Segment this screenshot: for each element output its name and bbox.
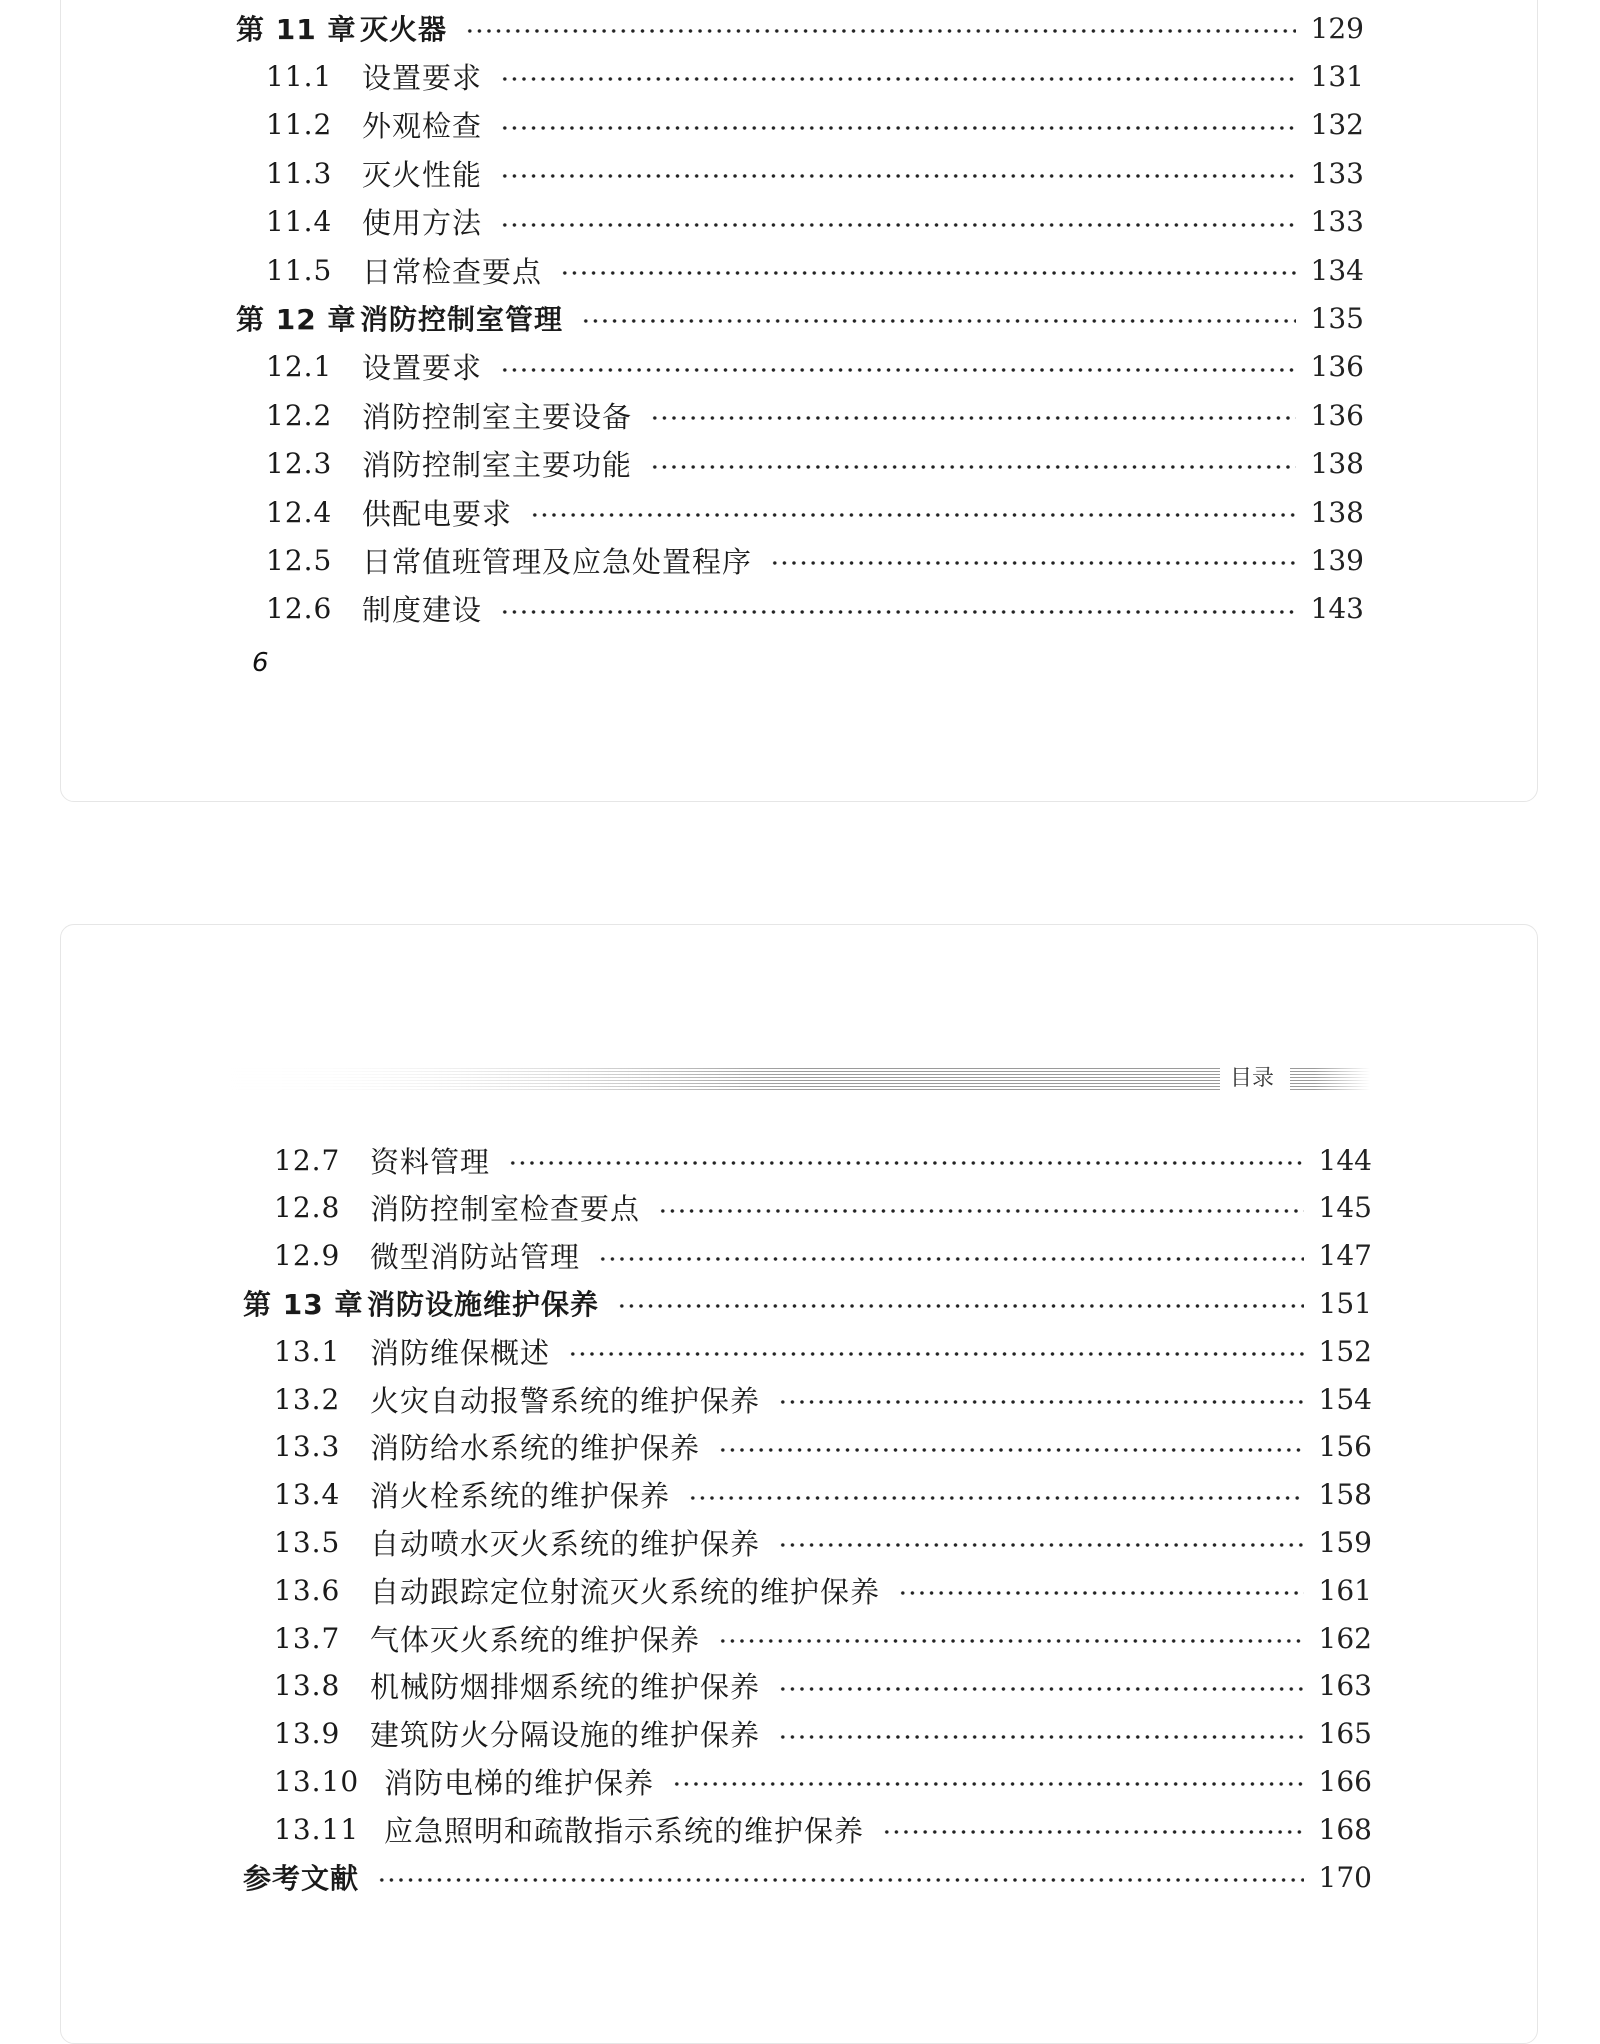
- dot-leader: [898, 1590, 1304, 1596]
- toc-chapter-entry[interactable]: [236, 8, 1364, 48]
- toc-section-entry[interactable]: [274, 1188, 1372, 1228]
- dot-leader: [500, 173, 1296, 179]
- toc-entry-page: 161: [1318, 1573, 1372, 1607]
- toc-entry-title: 制度建设: [362, 593, 483, 628]
- dot-leader: [672, 1781, 1304, 1787]
- toc-entry-title: 使用方法: [362, 206, 483, 241]
- dot-leader: [778, 1734, 1304, 1740]
- toc-entry-number: 11.2: [266, 108, 333, 142]
- dot-leader: [778, 1542, 1304, 1548]
- toc-entry-number: 11.3: [266, 156, 333, 190]
- toc-entry-title: 消防控制室管理: [360, 303, 564, 337]
- toc-entry-number: 13.1: [274, 1334, 341, 1368]
- dot-leader: [598, 1256, 1304, 1262]
- toc-entry-number: 第 11 章: [236, 13, 357, 46]
- toc-entry-page: 138: [1310, 447, 1364, 481]
- toc-entry-page: 163: [1318, 1669, 1372, 1703]
- toc-entry-page: 135: [1310, 301, 1364, 335]
- toc-section-entry[interactable]: [274, 1714, 1372, 1754]
- dot-leader: [377, 1877, 1304, 1883]
- toc-entry-title: 机械防烟排烟系统的维护保养: [370, 1670, 761, 1705]
- toc-entry-number: 12.2: [266, 398, 333, 432]
- toc-entry-number: 12.7: [274, 1143, 341, 1177]
- toc-entry-page: 166: [1318, 1764, 1372, 1798]
- toc-section-entry[interactable]: [274, 1761, 1372, 1801]
- dot-leader: [500, 222, 1296, 228]
- toc-entry-page: 144: [1318, 1143, 1372, 1177]
- dot-leader: [581, 318, 1296, 324]
- toc-entry-page: 136: [1310, 350, 1364, 384]
- dot-leader: [500, 609, 1296, 615]
- dot-leader: [617, 1303, 1304, 1309]
- toc-entry-page: 132: [1310, 108, 1364, 142]
- dot-leader: [500, 125, 1296, 131]
- toc-entry-page: 170: [1318, 1860, 1372, 1894]
- toc-entry-number: 13.8: [274, 1669, 341, 1703]
- toc-entry-title: 资料管理: [370, 1144, 491, 1179]
- toc-section-entry[interactable]: [266, 395, 1364, 435]
- toc-entry-title: 自动跟踪定位射流灭火系统的维护保养: [370, 1574, 881, 1609]
- toc-entry-number: 12.5: [266, 543, 333, 577]
- toc-section-entry[interactable]: [266, 589, 1364, 629]
- dot-leader: [718, 1447, 1304, 1453]
- toc-entry-number: 第 12 章: [236, 303, 357, 337]
- toc-section-entry[interactable]: [266, 444, 1364, 484]
- toc-section-entry[interactable]: [274, 1427, 1372, 1467]
- toc-entry-page: 165: [1318, 1717, 1372, 1751]
- toc-section-entry[interactable]: [266, 250, 1364, 290]
- toc-entry-page: 136: [1310, 398, 1364, 432]
- toc-entry-page: 168: [1318, 1812, 1372, 1846]
- toc-entry-title: 消防控制室主要设备: [362, 399, 633, 434]
- dot-leader: [530, 512, 1296, 518]
- toc-entry-page: 133: [1310, 205, 1364, 239]
- toc-entry-page: 131: [1310, 59, 1364, 93]
- running-header: [190, 1064, 1370, 1094]
- toc-entry-title: 消防控制室主要功能: [362, 448, 633, 483]
- toc-entry-title: 微型消防站管理: [370, 1240, 581, 1275]
- dot-leader: [882, 1829, 1304, 1835]
- page-number: 6: [252, 648, 269, 678]
- toc-entry-page: 158: [1318, 1478, 1372, 1512]
- dot-leader: [508, 1160, 1304, 1166]
- toc-entry-title: 参考文献: [243, 1862, 360, 1895]
- toc-section-entry[interactable]: [274, 1570, 1372, 1610]
- toc-entry-number: 11.1: [266, 59, 333, 93]
- toc-entry-page: 152: [1318, 1334, 1372, 1368]
- toc-section-entry[interactable]: [274, 1379, 1372, 1419]
- toc-entry-title: 消防控制室检查要点: [370, 1192, 641, 1227]
- toc-entry-number: 13.7: [274, 1621, 341, 1655]
- toc-entry-title: 设置要求: [362, 60, 483, 95]
- toc-section-entry[interactable]: [266, 492, 1364, 532]
- toc-entry-page: 134: [1310, 253, 1364, 287]
- toc-entry-number: 13.9: [274, 1717, 341, 1751]
- dot-leader: [770, 560, 1296, 566]
- toc-entry-number: 12.8: [274, 1191, 341, 1225]
- toc-entry-number: 12.9: [274, 1239, 341, 1273]
- toc-entry-title: 日常值班管理及应急处置程序: [362, 544, 753, 579]
- running-header-label: 目录: [1230, 1066, 1275, 1091]
- dot-leader: [778, 1686, 1304, 1692]
- toc-section-entry[interactable]: [274, 1236, 1372, 1276]
- toc-entry-title: 火灾自动报警系统的维护保养: [370, 1383, 761, 1418]
- toc-section-entry[interactable]: [266, 56, 1364, 96]
- toc-entry-title: 灭火器: [360, 13, 448, 46]
- toc-entry-title: 自动喷水灭火系统的维护保养: [370, 1526, 761, 1561]
- toc-entry-page: 162: [1318, 1621, 1372, 1655]
- toc-entry-page: 159: [1318, 1525, 1372, 1559]
- toc-entry-title: 设置要求: [362, 351, 483, 386]
- toc-entry-page: 147: [1318, 1239, 1372, 1273]
- toc-entry-page: 151: [1318, 1286, 1372, 1320]
- toc-entry-title: 消防电梯的维护保养: [384, 1765, 655, 1800]
- toc-entry-page: 138: [1310, 495, 1364, 529]
- toc-section-entry[interactable]: [274, 1475, 1372, 1515]
- toc-entry-page: 129: [1310, 11, 1364, 45]
- toc-entry-number: 13.6: [274, 1573, 341, 1607]
- toc-entry-title: 灭火性能: [362, 157, 483, 192]
- toc-entry-page: 156: [1318, 1430, 1372, 1464]
- toc-entry-number: 13.3: [274, 1430, 341, 1464]
- dot-leader: [500, 76, 1296, 82]
- toc-entry-number: 13.5: [274, 1525, 341, 1559]
- dot-leader: [688, 1495, 1304, 1501]
- toc-entry-title: 气体灭火系统的维护保养: [370, 1622, 701, 1657]
- header-rule-left: [190, 1068, 1220, 1090]
- toc-entry-number: 13.2: [274, 1382, 341, 1416]
- dot-leader: [650, 415, 1296, 421]
- toc-entry-page: 154: [1318, 1382, 1372, 1416]
- toc-section-entry[interactable]: [274, 1331, 1372, 1371]
- toc-entry-number: 12.3: [266, 447, 333, 481]
- dot-leader: [568, 1351, 1304, 1357]
- header-rule-right: [1290, 1068, 1370, 1090]
- toc-entry-number: 11.5: [266, 253, 333, 287]
- toc-section-entry[interactable]: [274, 1809, 1372, 1849]
- toc-entry-number: 13.11: [274, 1812, 360, 1846]
- toc-entry-title: 建筑防火分隔设施的维护保养: [370, 1718, 761, 1753]
- toc-entry-title: 消火栓系统的维护保养: [370, 1479, 671, 1514]
- toc-chapter-entry[interactable]: [236, 298, 1364, 338]
- toc-section-entry[interactable]: [266, 347, 1364, 387]
- toc-entry-number: 13.4: [274, 1478, 341, 1512]
- dot-leader: [560, 270, 1296, 276]
- toc-section-entry[interactable]: [266, 540, 1364, 580]
- dot-leader: [500, 367, 1296, 373]
- toc-entry-title: 日常检查要点: [362, 254, 543, 289]
- toc-entry-page: 145: [1318, 1191, 1372, 1225]
- toc-entry-number: 12.6: [266, 592, 333, 626]
- dot-leader: [650, 464, 1296, 470]
- toc-section-entry[interactable]: [266, 105, 1364, 145]
- toc-entry-title: 外观检查: [362, 109, 483, 144]
- toc-entry-title: 供配电要求: [362, 496, 513, 531]
- toc-section-entry[interactable]: [274, 1666, 1372, 1706]
- toc-entry-title: 消防给水系统的维护保养: [370, 1431, 701, 1466]
- toc-entry-number: 12.1: [266, 350, 333, 384]
- toc-entry-page: 139: [1310, 543, 1364, 577]
- toc-section-entry[interactable]: [274, 1140, 1372, 1180]
- toc-chapter-entry[interactable]: [243, 1857, 1372, 1897]
- toc-section-entry[interactable]: [266, 153, 1364, 193]
- toc-entry-page: 133: [1310, 156, 1364, 190]
- toc-entry-title: 应急照明和疏散指示系统的维护保养: [384, 1813, 865, 1848]
- toc-section-entry[interactable]: [274, 1618, 1372, 1658]
- toc-entry-number: 11.4: [266, 205, 333, 239]
- dot-leader: [778, 1399, 1304, 1405]
- toc-section-entry[interactable]: [266, 202, 1364, 242]
- toc-entry-title: 消防维保概述: [370, 1335, 551, 1370]
- toc-section-entry[interactable]: [274, 1522, 1372, 1562]
- dot-leader: [718, 1638, 1304, 1644]
- dot-leader: [465, 28, 1296, 34]
- toc-entry-number: 12.4: [266, 495, 333, 529]
- toc-entry-page: 143: [1310, 592, 1364, 626]
- toc-chapter-entry[interactable]: [243, 1283, 1372, 1323]
- toc-entry-title: 消防设施维护保养: [367, 1288, 600, 1322]
- toc-entry-number: 13.10: [274, 1764, 360, 1798]
- dot-leader: [658, 1208, 1304, 1214]
- toc-entry-number: 第 13 章: [243, 1288, 364, 1322]
